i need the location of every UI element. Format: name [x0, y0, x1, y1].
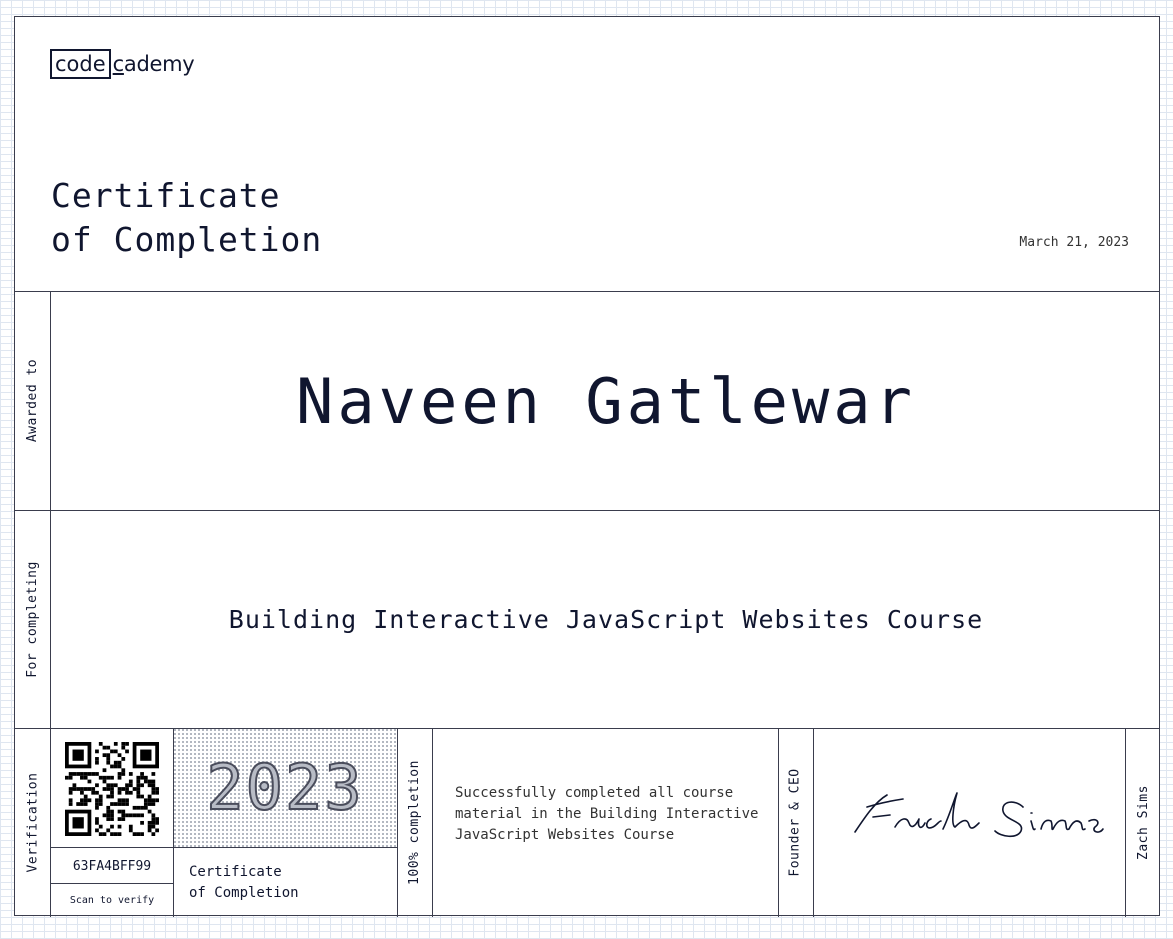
- qr-module: [110, 810, 114, 814]
- qr-module: [103, 776, 107, 780]
- qr-module: [103, 832, 107, 836]
- qr-module: [148, 810, 152, 814]
- qr-module: [69, 787, 73, 791]
- qr-module: [95, 757, 99, 761]
- qr-module: [118, 825, 122, 829]
- verification-code: 63FA4BFF99: [72, 858, 152, 874]
- qr-module: [103, 787, 107, 791]
- qr-module: [88, 798, 92, 802]
- qr-module: [69, 798, 73, 802]
- qr-module: [136, 776, 140, 780]
- recipient-name: Naveen Gatlewar: [296, 364, 916, 438]
- qr-module: [99, 776, 103, 780]
- qr-module: [118, 761, 122, 765]
- qr-module: [95, 783, 99, 787]
- signer-name-label: Zach Sims: [1135, 785, 1151, 860]
- qr-module: [136, 813, 140, 817]
- issue-date: March 21, 2023: [1019, 235, 1129, 250]
- qr-module: [121, 772, 125, 776]
- qr-module: [136, 795, 140, 799]
- qr-module: [99, 795, 103, 799]
- qr-module: [106, 795, 110, 799]
- qr-module: [140, 821, 144, 825]
- qr-module: [88, 780, 92, 784]
- qr-module: [106, 817, 110, 821]
- qr-module: [118, 802, 122, 806]
- qr-module: [73, 787, 77, 791]
- qr-module: [76, 787, 80, 791]
- qr-module: [155, 828, 159, 832]
- year-panel: [173, 728, 397, 847]
- qr-module: [118, 832, 122, 836]
- qr-module: [148, 795, 152, 799]
- qr-module: [114, 802, 118, 806]
- qr-module: [88, 772, 92, 776]
- qr-module: [129, 780, 133, 784]
- qr-module: [103, 753, 107, 757]
- qr-module: [69, 772, 73, 776]
- qr-module: [106, 828, 110, 832]
- qr-module: [133, 832, 137, 836]
- qr-module: [151, 832, 155, 836]
- qr-module: [151, 813, 155, 817]
- qr-module: [151, 787, 155, 791]
- qr-module: [69, 802, 73, 806]
- qr-module: [148, 798, 152, 802]
- qr-module: [106, 806, 110, 810]
- qr-module: [110, 787, 114, 791]
- qr-module: [95, 772, 99, 776]
- qr-module: [148, 802, 152, 806]
- qr-module: [125, 813, 129, 817]
- qr-module: [106, 761, 110, 765]
- qr-module: [106, 813, 110, 817]
- qr-module: [121, 746, 125, 750]
- qr-module: [84, 795, 88, 799]
- qr-module: [110, 765, 114, 769]
- qr-module: [110, 832, 114, 836]
- qr-module: [95, 828, 99, 832]
- qr-module: [151, 821, 155, 825]
- qr-module: [69, 776, 73, 780]
- qr-module: [133, 806, 137, 810]
- qr-module: [73, 772, 77, 776]
- qr-module: [118, 765, 122, 769]
- qr-module: [95, 750, 99, 754]
- qr-module: [103, 813, 107, 817]
- qr-module: [99, 832, 103, 836]
- qr-module: [144, 780, 148, 784]
- qr-module: [110, 750, 114, 754]
- qr-code[interactable]: [65, 742, 159, 836]
- qr-module: [118, 772, 122, 776]
- qr-module: [91, 772, 95, 776]
- qr-module: [118, 810, 122, 814]
- qr-module: [125, 787, 129, 791]
- qr-module: [155, 817, 159, 821]
- qr-module: [151, 772, 155, 776]
- qr-module: [118, 776, 122, 780]
- qr-module: [91, 791, 95, 795]
- qr-module: [121, 757, 125, 761]
- divider-year-bottom: [173, 847, 397, 848]
- qr-module: [65, 776, 69, 780]
- qr-module: [84, 776, 88, 780]
- qr-module: [110, 802, 114, 806]
- qr-module: [125, 798, 129, 802]
- qr-module: [144, 798, 148, 802]
- qr-module: [129, 825, 133, 829]
- year-graphic: 2023: [206, 751, 364, 824]
- qr-module: [114, 783, 118, 787]
- qr-module: [121, 742, 125, 746]
- qr-module: [151, 780, 155, 784]
- qr-module: [99, 825, 103, 829]
- qr-module: [95, 806, 99, 810]
- qr-module: [95, 817, 99, 821]
- qr-module: [136, 791, 140, 795]
- qr-module: [106, 810, 110, 814]
- qr-module: [91, 787, 95, 791]
- verification-label: Verification: [25, 772, 41, 873]
- certificate: [14, 16, 1160, 916]
- qr-module: [110, 825, 114, 829]
- qr-module: [125, 742, 129, 746]
- qr-module: [84, 772, 88, 776]
- qr-module: [69, 791, 73, 795]
- qr-module: [99, 802, 103, 806]
- certificate-title: Certificate of Completion: [51, 176, 323, 259]
- qr-module: [129, 828, 133, 832]
- qr-module: [99, 742, 103, 746]
- divider-completion-right: [432, 728, 433, 917]
- qr-module: [121, 768, 125, 772]
- qr-module: [140, 776, 144, 780]
- qr-module: [125, 783, 129, 787]
- qr-module: [140, 783, 144, 787]
- qr-module: [95, 802, 99, 806]
- qr-module: [121, 798, 125, 802]
- qr-module: [110, 817, 114, 821]
- qr-module: [148, 821, 152, 825]
- qr-module: [144, 802, 148, 806]
- qr-module: [80, 787, 84, 791]
- qr-module: [140, 795, 144, 799]
- qr-module: [114, 750, 118, 754]
- qr-module: [80, 802, 84, 806]
- qr-module: [151, 802, 155, 806]
- qr-module: [95, 798, 99, 802]
- qr-module: [110, 783, 114, 787]
- qr-module: [80, 776, 84, 780]
- qr-module: [136, 783, 140, 787]
- qr-module: [121, 787, 125, 791]
- qr-module: [118, 817, 122, 821]
- small-certificate-title: Certificate of Completion: [189, 864, 299, 901]
- qr-module: [118, 791, 122, 795]
- founder-title-label: Founder & CEO: [788, 768, 803, 877]
- qr-module: [140, 813, 144, 817]
- completion-label: 100% completion: [407, 760, 422, 885]
- qr-module: [84, 787, 88, 791]
- qr-module: [95, 821, 99, 825]
- qr-module: [129, 791, 133, 795]
- qr-module: [103, 780, 107, 784]
- divider-founder-right: [813, 728, 814, 917]
- qr-module: [133, 813, 137, 817]
- qr-module: [125, 750, 129, 754]
- qr-module: [151, 783, 155, 787]
- completion-description: Successfully completed all course material in the Building Interactive JavaScript Websites Course: [455, 785, 759, 843]
- qr-module: [133, 787, 137, 791]
- qr-module: [106, 753, 110, 757]
- qr-module: [151, 798, 155, 802]
- qr-module: [155, 798, 159, 802]
- qr-module: [106, 783, 110, 787]
- qr-module: [73, 783, 77, 787]
- qr-module: [106, 757, 110, 761]
- qr-module: [114, 832, 118, 836]
- course-name: Building Interactive JavaScript Websites Course: [228, 604, 984, 634]
- logo-code-box: code: [50, 49, 111, 79]
- qr-module: [121, 802, 125, 806]
- qr-module: [84, 802, 88, 806]
- qr-module: [151, 817, 155, 821]
- qr-module: [95, 791, 99, 795]
- qr-module: [144, 776, 148, 780]
- qr-module: [125, 791, 129, 795]
- qr-module: [155, 787, 159, 791]
- qr-module: [88, 787, 92, 791]
- qr-module: [144, 806, 148, 810]
- signature: [845, 777, 1105, 857]
- qr-module: [110, 776, 114, 780]
- qr-module: [118, 753, 122, 757]
- qr-module: [110, 795, 114, 799]
- qr-module: [155, 821, 159, 825]
- qr-module: [125, 802, 129, 806]
- qr-module: [103, 746, 107, 750]
- awarded-label: Awarded to: [25, 358, 40, 443]
- qr-module: [148, 780, 152, 784]
- qr-module: [121, 813, 125, 817]
- qr-module: [76, 772, 80, 776]
- qr-module: [95, 761, 99, 765]
- qr-module: [103, 768, 107, 772]
- qr-module: [140, 832, 144, 836]
- qr-module: [140, 806, 144, 810]
- qr-module: [129, 783, 133, 787]
- qr-module: [84, 798, 88, 802]
- qr-module: [80, 798, 84, 802]
- codecademy-logo[interactable]: [50, 49, 194, 79]
- qr-module: [80, 772, 84, 776]
- qr-module: [118, 798, 122, 802]
- qr-module: [155, 791, 159, 795]
- qr-module: [136, 780, 140, 784]
- qr-module: [110, 813, 114, 817]
- qr-module: [148, 825, 152, 829]
- qr-module: [106, 746, 110, 750]
- qr-module: [106, 787, 110, 791]
- qr-module: [151, 825, 155, 829]
- qr-module: [121, 810, 125, 814]
- qr-module: [76, 802, 80, 806]
- qr-module: [140, 772, 144, 776]
- for-completing-label: For completing: [25, 560, 41, 678]
- qr-module: [114, 765, 118, 769]
- qr-module: [136, 806, 140, 810]
- qr-module: [80, 791, 84, 795]
- qr-module: [148, 828, 152, 832]
- qr-module: [118, 787, 122, 791]
- qr-module: [151, 791, 155, 795]
- qr-module: [114, 742, 118, 746]
- qr-module: [148, 783, 152, 787]
- qr-module: [114, 761, 118, 765]
- qr-module: [136, 787, 140, 791]
- qr-module: [136, 832, 140, 836]
- qr-module: [129, 772, 133, 776]
- scan-to-verify: Scan to verify: [69, 894, 155, 906]
- qr-module: [129, 813, 133, 817]
- qr-module: [110, 791, 114, 795]
- qr-module: [106, 776, 110, 780]
- logo-text: cademy: [112, 52, 195, 76]
- qr-module: [121, 817, 125, 821]
- qr-module: [99, 798, 103, 802]
